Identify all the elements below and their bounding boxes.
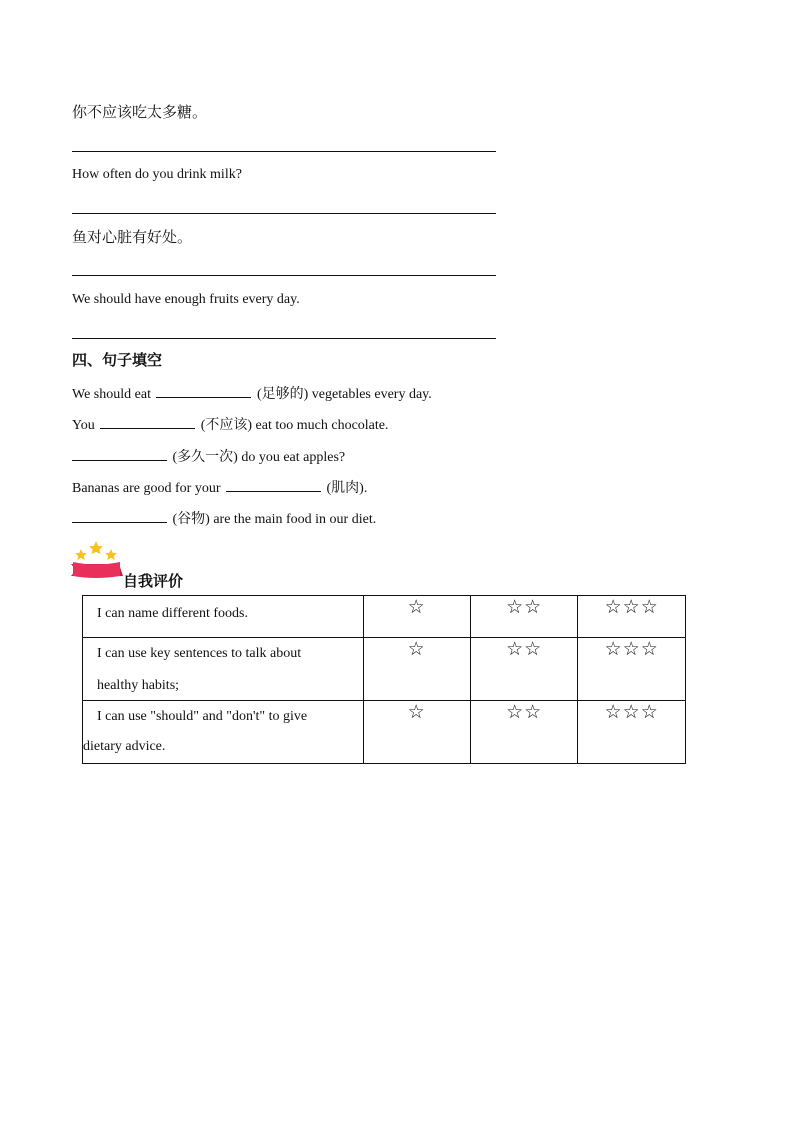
star-icon: ☆☆ (506, 638, 543, 660)
translation-line-2: How often do you drink milk? (72, 167, 242, 182)
section-title: 四、句子填空 (72, 351, 163, 369)
item-text-after: (足够的) vegetables every day. (253, 387, 432, 402)
star-icon: ☆ (407, 701, 426, 723)
fill-blank-item-3 (72, 447, 345, 467)
table-row (83, 638, 686, 701)
fill-blank[interactable] (100, 415, 195, 429)
item-text-before: You (72, 418, 99, 433)
rating-one-star[interactable] (363, 638, 470, 701)
rating-three-stars[interactable] (578, 638, 686, 701)
fill-blank[interactable] (72, 447, 167, 461)
rating-three-stars[interactable] (578, 596, 686, 638)
self-eval-table (82, 595, 686, 764)
table-row (83, 701, 686, 764)
fill-blank-item-1 (72, 384, 432, 404)
fill-blank-item-2 (72, 415, 389, 435)
table-row (83, 596, 686, 638)
eval-desc-line: I can use key sentences to talk about (97, 646, 302, 661)
fill-blank-item-4 (72, 478, 367, 498)
fill-blank[interactable] (156, 384, 251, 398)
eval-desc-line: I can use "should" and "don't" to give (97, 709, 308, 724)
star-icon: ☆☆ (506, 701, 543, 723)
rating-two-stars[interactable] (470, 596, 577, 638)
item-text-before: Bananas are good for your (72, 481, 225, 496)
answer-line-2 (72, 213, 496, 214)
eval-desc-line: healthy habits; (97, 678, 180, 693)
rating-one-star[interactable] (363, 596, 470, 638)
rating-two-stars[interactable] (470, 701, 577, 764)
answer-line-3 (72, 275, 496, 276)
item-text-after: (不应该) eat too much chocolate. (197, 418, 389, 433)
answer-line-4 (72, 338, 496, 339)
item-text-before: We should eat (72, 387, 155, 402)
table-cell-desc (83, 596, 364, 638)
translation-line-3: 鱼对心脏有好处。 (72, 228, 193, 246)
fill-blank[interactable] (72, 509, 167, 523)
star-icon: ☆☆☆ (604, 701, 659, 723)
item-text-after: (肌肉). (323, 481, 368, 496)
answer-line-1 (72, 151, 496, 152)
star-icon: ☆ (407, 596, 426, 618)
eval-desc-line: dietary advice. (83, 739, 166, 754)
star-ribbon-icon (70, 540, 124, 582)
star-icon: ☆ (407, 638, 426, 660)
self-eval-title: 自我评价 (123, 572, 184, 590)
eval-desc: I can name different foods. (97, 606, 248, 621)
rating-one-star[interactable] (363, 701, 470, 764)
star-icon: ☆☆☆ (604, 596, 659, 618)
fill-blank-item-5 (72, 509, 376, 529)
star-icon: ☆☆☆ (604, 638, 659, 660)
rating-three-stars[interactable] (578, 701, 686, 764)
translation-line-1: 你不应该吃太多糖。 (72, 103, 208, 121)
star-icon: ☆☆ (506, 596, 543, 618)
eval-desc (83, 638, 363, 695)
table-cell-desc (83, 701, 364, 764)
table-cell-desc (83, 638, 364, 701)
rating-two-stars[interactable] (470, 638, 577, 701)
eval-desc (83, 701, 363, 756)
translation-line-4: We should have enough fruits every day. (72, 292, 300, 307)
item-text-after: (多久一次) do you eat apples? (169, 450, 346, 465)
item-text-after: (谷物) are the main food in our diet. (169, 512, 377, 527)
fill-blank[interactable] (226, 478, 321, 492)
